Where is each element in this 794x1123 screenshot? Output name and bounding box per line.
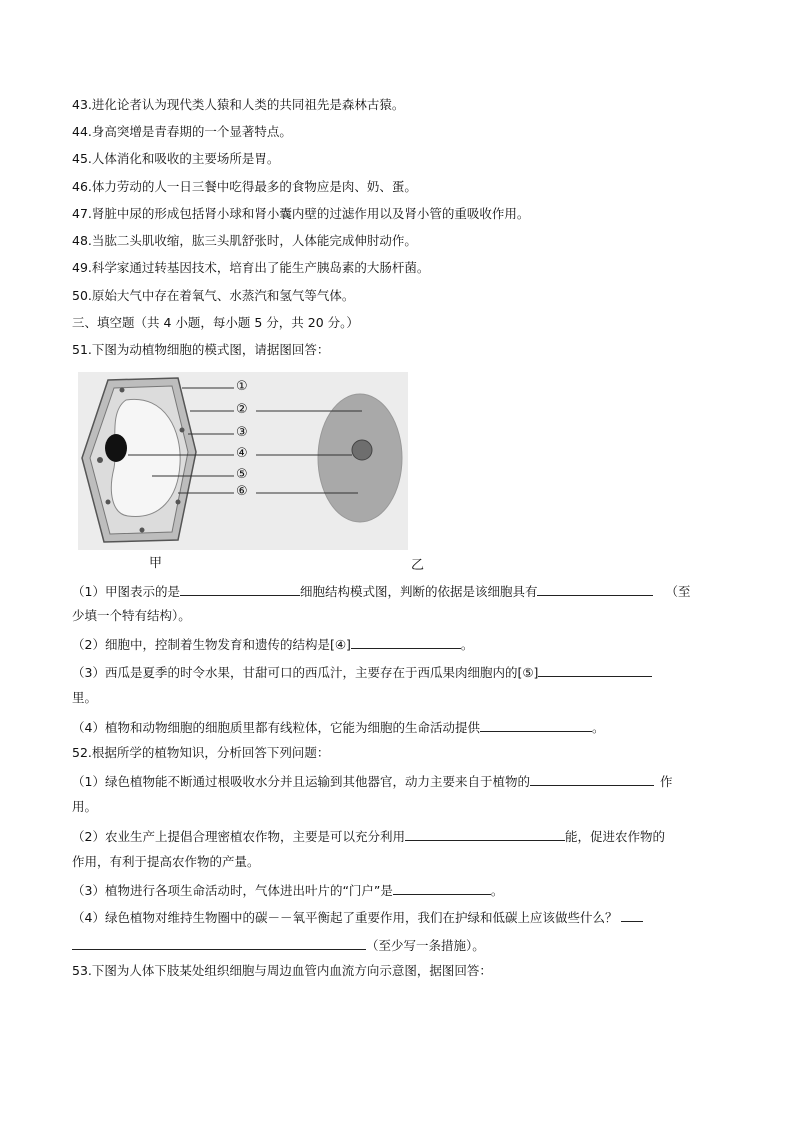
q51-part1-cont: 少填一个特有结构）。 [72,608,191,623]
statement-44: 44.身高突增是青春期的一个显著特点。 [72,124,292,139]
q51-part2 [72,634,473,654]
cell-diagram [78,372,408,550]
q52-part1 [72,771,672,791]
q51-part2-text-b: 。 [460,637,474,652]
q51-part3-text-a: （3）西瓜是夏季的时令水果，甘甜可口的西瓜汁，主要存在于西瓜果肉细胞内的[⑤] [72,665,539,680]
label-2: ② [236,402,248,417]
chloroplast [97,457,103,463]
statement-46: 46.体力劳动的人一日三餐中吃得最多的食物应是肉、奶、蛋。 [72,179,417,194]
answer-blank-transpiration[interactable] [530,771,654,786]
label-6: ⑥ [236,484,248,499]
q51-part1-text-b: 细胞结构模式图，判断的依据是该细胞具有 [299,584,538,599]
label-5: ⑤ [236,467,248,482]
statement-50: 50.原始大气中存在着氧气、水蒸汽和氢气等气体。 [72,288,355,303]
q52-part1-text-b: 作 [659,774,673,789]
chloroplast [180,428,185,433]
statement-48: 48.当肱二头肌收缩，肱三头肌舒张时，人体能完成伸肘动作。 [72,233,417,248]
question-53-stem: 53.下图为人体下肢某处组织细胞与周边血管内血流方向示意图，据图回答： [72,963,492,978]
answer-blank-vacuole[interactable] [538,662,652,677]
section-heading-fill-in: 三、填空题（共 4 小题，每小题 5 分，共 20 分。） [72,315,359,330]
question-52-stem: 52.根据所学的植物知识，分析回答下列问题： [72,745,330,760]
answer-blank-stomata[interactable] [393,880,491,895]
q52-part2-text-b: 能，促进农作物的 [564,829,665,844]
q52-part1-text-a: （1）绿色植物能不断通过根吸收水分并且运输到其他器官，动力主要来自于植物的 [72,774,530,789]
q51-part3 [72,662,652,682]
q51-part1-text-c: （至 [665,584,691,599]
q51-part4-text-a: （4）植物和动物细胞的细胞质里都有线粒体，它能为细胞的生命活动提供 [72,720,480,735]
q52-part4-cont [72,935,485,955]
cell-diagram-svg [78,372,408,550]
q52-part3-text-a: （3）植物进行各项生命活动时，气体进出叶片的“门户”是 [72,883,393,898]
statement-47: 47.肾脏中尿的形成包括肾小球和肾小囊内壁的过滤作用以及肾小管的重吸收作用。 [72,206,530,221]
answer-blank-unique-structure[interactable] [537,581,653,596]
statement-43: 43.进化论者认为现代类人猿和人类的共同祖先是森林古猿。 [72,97,405,112]
q51-part4-text-b: 。 [591,720,605,735]
answer-blank-measure-start[interactable] [621,907,643,922]
animal-cell-nucleus [352,440,372,460]
label-3: ③ [236,425,248,440]
plant-cell-nucleus [105,434,127,462]
q51-part2-text-a: （2）细胞中，控制着生物发育和遗传的结构是[④] [72,637,351,652]
answer-blank-light[interactable] [405,826,565,841]
question-51-stem: 51.下图为动植物细胞的模式图，请据图回答： [72,342,330,357]
caption-plant-cell: 甲 [149,556,163,571]
answer-blank-measure[interactable] [72,935,366,950]
q51-part1-text-a: （1）甲图表示的是 [72,584,180,599]
q52-part4-text-a: （4）绿色植物对维持生物圈中的碳－－氧平衡起了重要作用，我们在护绿和低碳上应该做些什么？ [72,910,618,925]
q51-part3-cont: 里。 [72,690,98,705]
q52-part4-text-b: （至少写一条措施）。 [366,938,485,953]
answer-blank-energy[interactable] [480,717,592,732]
chloroplast [106,500,111,505]
q52-part1-cont: 用。 [72,799,98,814]
statement-49: 49.科学家通过转基因技术，培育出了能生产胰岛素的大肠杆菌。 [72,260,430,275]
q52-part2-text-a: （2）农业生产上提倡合理密植农作物，主要是可以充分利用 [72,829,405,844]
chloroplast [140,528,145,533]
q52-part3 [72,880,503,900]
q51-part1 [72,581,691,601]
chloroplast [176,500,181,505]
q52-part4 [72,907,643,927]
q52-part2 [72,826,665,846]
label-4: ④ [236,446,248,461]
q51-part4 [72,717,604,737]
q52-part3-text-b: 。 [490,883,504,898]
caption-animal-cell: 乙 [411,558,425,573]
answer-blank-nucleus[interactable] [351,634,461,649]
q52-part2-cont: 作用，有利于提高农作物的产量。 [72,854,260,869]
statement-45: 45.人体消化和吸收的主要场所是胃。 [72,151,280,166]
answer-blank-cell-type[interactable] [180,581,300,596]
label-1: ① [236,379,248,394]
chloroplast [120,388,125,393]
